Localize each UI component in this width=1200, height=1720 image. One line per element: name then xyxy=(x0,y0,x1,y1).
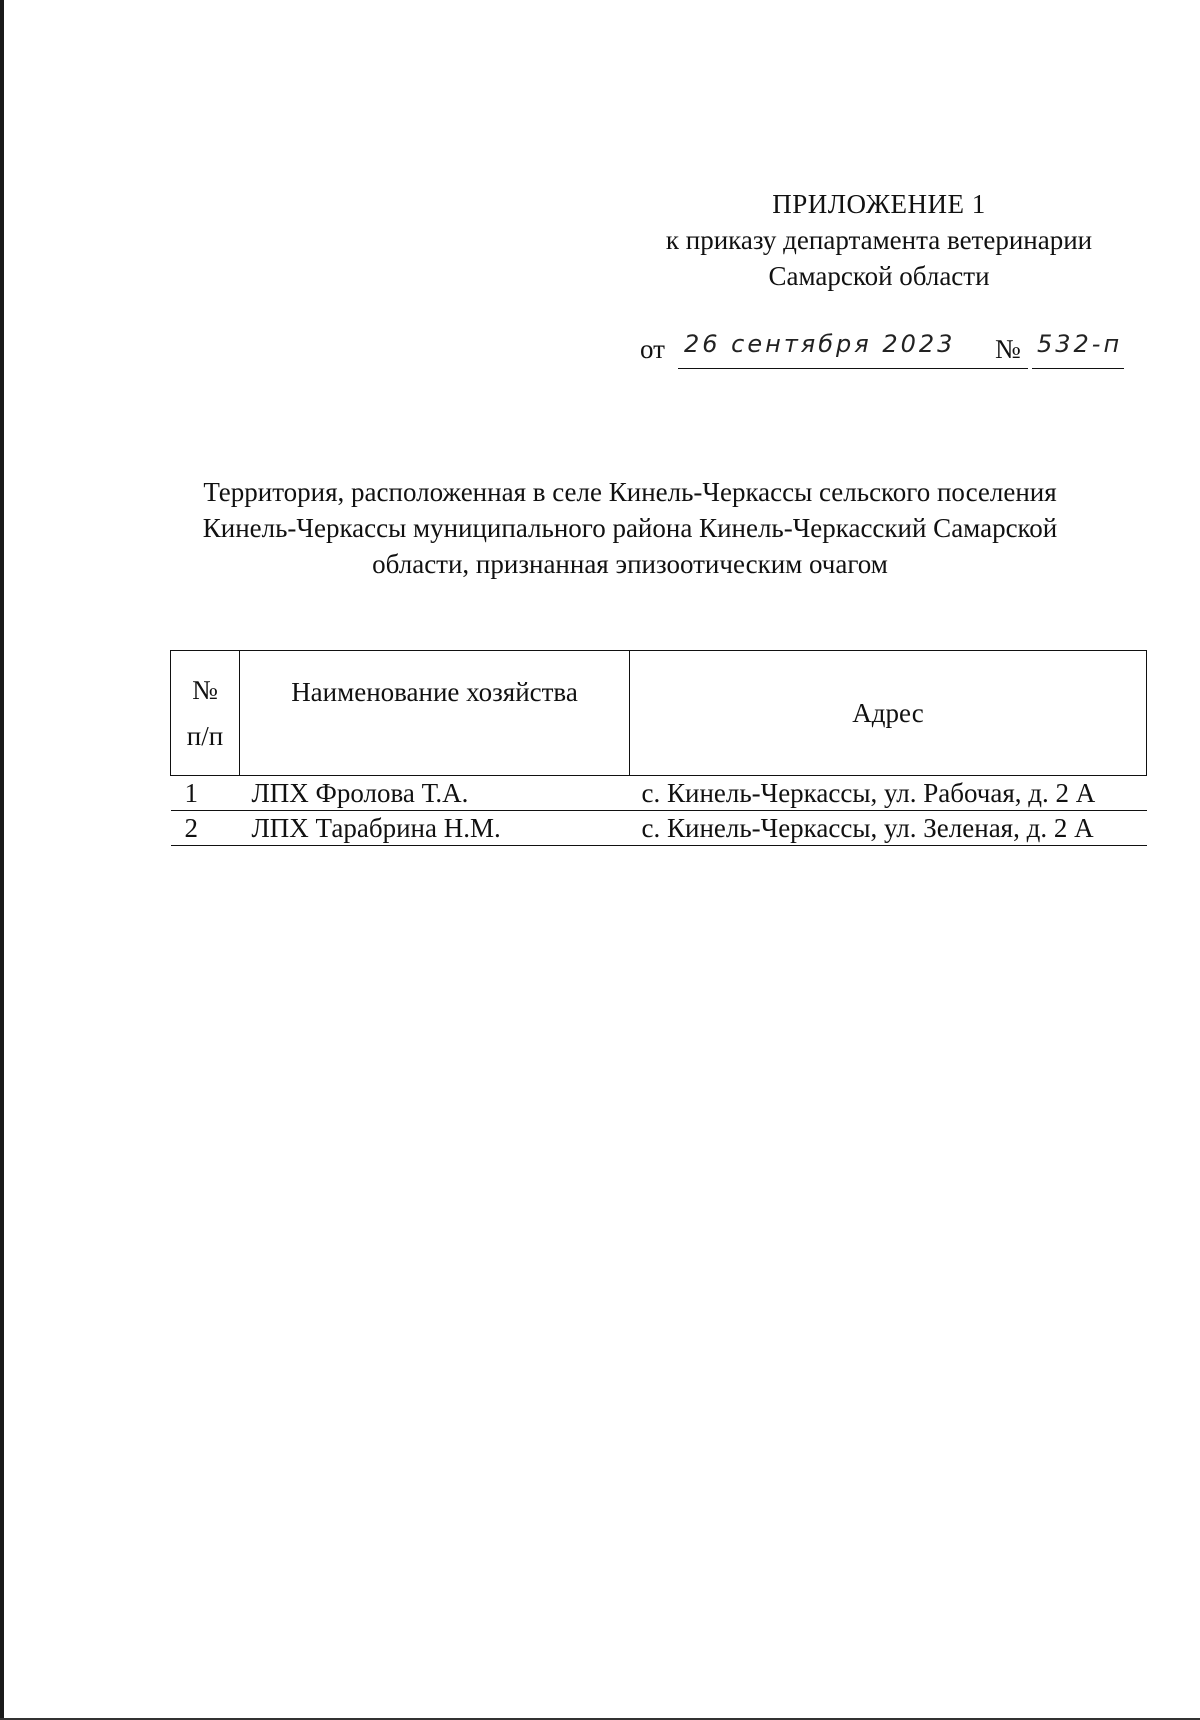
appendix-title: ПРИЛОЖЕНИЕ 1 xyxy=(772,189,986,219)
table-header-row xyxy=(171,651,1147,776)
farms-table-container xyxy=(170,650,1143,846)
header-number-sign: № xyxy=(192,675,218,705)
row-farm-name: ЛПХ Тарабрина Н.М. xyxy=(240,811,630,846)
row-address: с. Кинель-Черкассы, ул. Рабочая, д. 2 А xyxy=(630,776,1147,811)
document-title-line1: Территория, расположенная в селе Кинель-Черкассы сельского поселения xyxy=(203,477,1057,507)
header-address: Адрес xyxy=(630,651,1147,776)
order-from-label: от xyxy=(640,334,665,364)
header-number-pp: п/п xyxy=(186,721,224,751)
row-number: 1 xyxy=(171,776,240,811)
document-title-line3: области, признанная эпизоотическим очагом xyxy=(372,549,888,579)
farms-table xyxy=(170,650,1147,846)
order-date-handwritten: 26 сентября 2023 xyxy=(684,330,956,358)
appendix-subtitle-line2: Самарской области xyxy=(768,261,990,291)
document-title-line2: Кинель-Черкассы муниципального района Кинель-Черкасский Самарской xyxy=(202,513,1058,543)
header-farm-name: Наименование хозяйства xyxy=(240,651,630,776)
order-reference xyxy=(640,332,1140,372)
order-number-label: № xyxy=(995,334,1021,364)
table-row xyxy=(171,811,1147,846)
table-row xyxy=(171,776,1147,811)
row-number: 2 xyxy=(171,811,240,846)
order-number-handwritten: 532-п xyxy=(1037,330,1123,358)
appendix-subtitle-line1: к приказу департамента ветеринарии xyxy=(665,225,1093,255)
appendix-header xyxy=(600,186,1158,294)
header-number xyxy=(171,651,240,776)
document-title xyxy=(150,474,1110,582)
scan-edge-left xyxy=(0,0,4,1720)
row-address: с. Кинель-Черкассы, ул. Зеленая, д. 2 А xyxy=(630,811,1147,846)
row-farm-name: ЛПХ Фролова Т.А. xyxy=(240,776,630,811)
